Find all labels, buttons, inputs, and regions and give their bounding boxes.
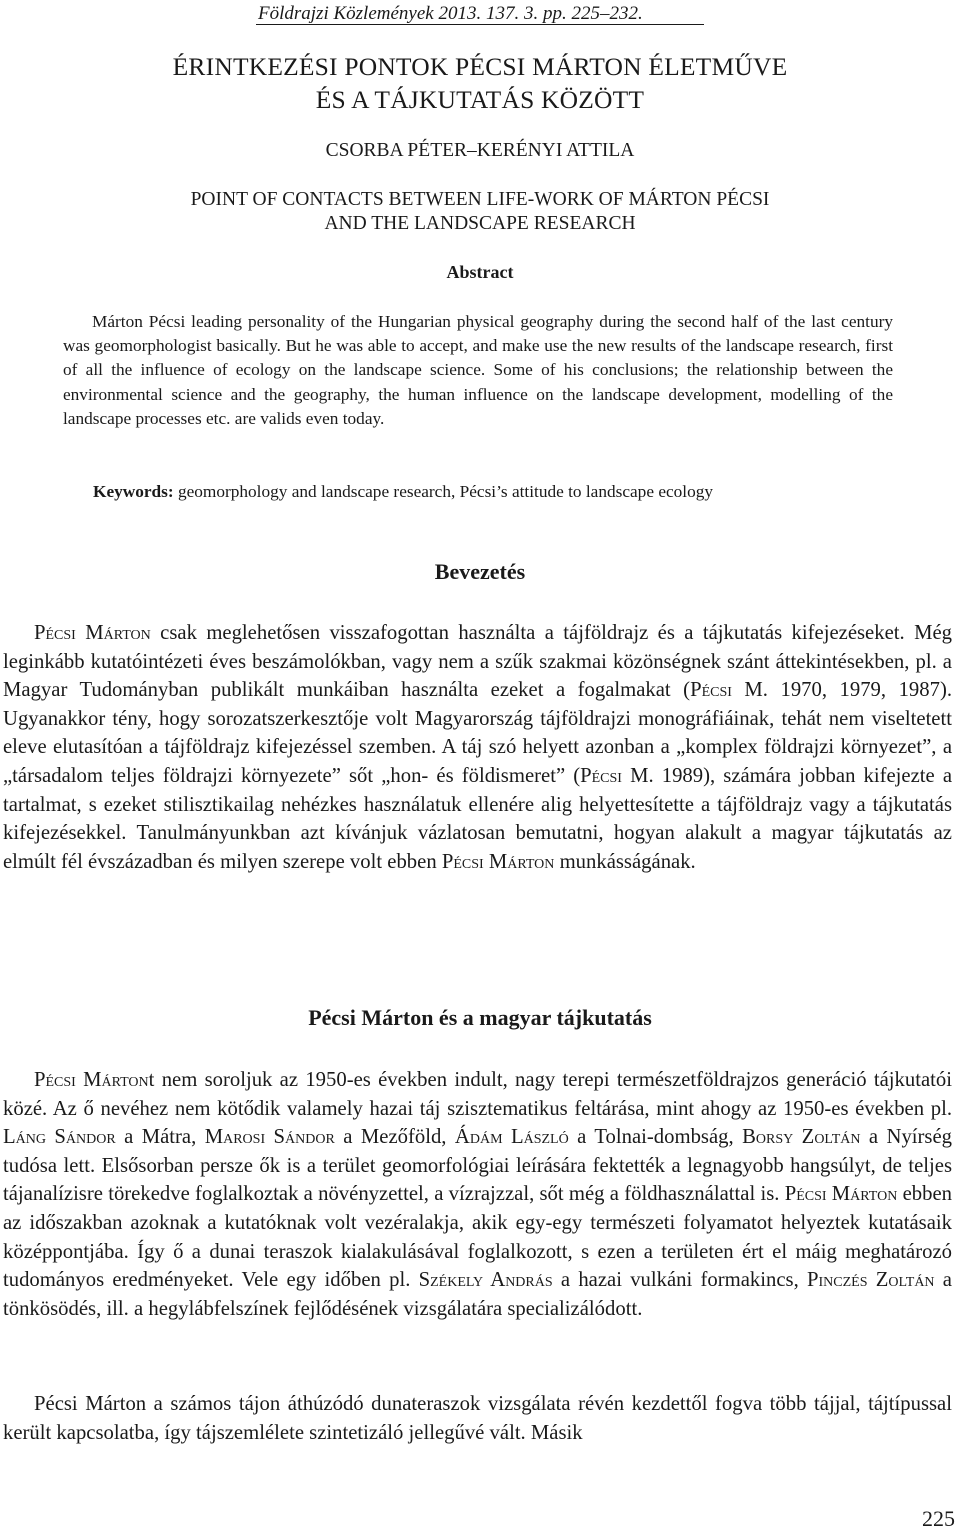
english-title-line-2: AND THE LANDSCAPE RESEARCH (324, 213, 636, 234)
header-rule (256, 24, 704, 25)
section2-paragraph-1 (3, 1066, 952, 1323)
person-name: Ádám László (454, 1126, 569, 1149)
paragraph-text: a tönkösödés, ill. a hegylábfelszínek fejlődésének vizsgálatára specializálódott. (3, 1269, 952, 1320)
keywords (93, 480, 913, 504)
paragraph-text: ebben az időszakban azoknak a kutatóknak volt vezéralakja, akik egy-egy természeti folyamatot helyeztek kutatásaik középpontjába. Így ő a dunai teraszok kialakulásával foglalkozott, s ezen a területen ért el máig meghatározó tudományos eredményeket. Vele egy időben pl. (3, 1183, 952, 1292)
abstract-heading: Abstract (446, 262, 514, 282)
english-title (0, 188, 960, 236)
paragraph-text: Pécsi Márton a számos tájon áthúzódó dunateraszok vizsgálata révén kezdettől fogva több tájjal, tájtípussal került kapcsolatba, így tájszemlélete szintetizáló jellegűvé vált. Másik (3, 1393, 952, 1444)
section-heading-pecsi-marton: Pécsi Márton és a magyar tájkutatás (308, 1005, 652, 1030)
page-number: 225 (922, 1506, 955, 1531)
paragraph-text: a Mezőföld, (334, 1126, 455, 1149)
paragraph-text: a Nyírség tudósa lett. Elsősorban persze ők is a terület geomorfológiai leírására fektették a legnagyobb hangsúlyt, de teljes tájanalízisre törekedve foglalkoztak a növényzettel, a vízrajzzal, sőt még a földhasználattal is. (3, 1126, 953, 1206)
article-title (0, 50, 960, 116)
person-name: Székely András (418, 1269, 553, 1292)
authors: CSORBA PÉTER–KERÉNYI ATTILA (325, 140, 635, 161)
abstract-text (63, 310, 893, 431)
person-name: Pinczés Zoltán (807, 1269, 935, 1292)
section-heading-bevezetes: Bevezetés (434, 559, 526, 584)
paragraph-text: a hazai vulkáni formakincs, (552, 1269, 807, 1292)
paragraph-text: t nem soroljuk az 1950-es években indult, nagy terepi természetföldrajzos generáció tájkutatói közé. Az ő nevéhez nem kötődik valamely hazai táj szisztematikus feltárása, mint ahogy az 1950-es években pl. (3, 1069, 952, 1120)
paragraph-text: 1970, 1979, 1987). Ugyanakkor tény, hogy sorozatszerkesztője volt Magyarország tájföldrajzi monográfiáinak, tehát nem viseltetett eleve elutasítóan a tájföldrajz kifejezéssel szemben. A táj szó helyett azonban a „komplex földrajzi környezet”, a „társadalom teljes földrajzi környezete” sőt „hon- és földismeret” ( (3, 679, 952, 787)
person-name: Láng Sándor (3, 1126, 116, 1149)
paragraph-text: a Tolnai-dombság, (568, 1126, 743, 1149)
person-name: Marosi Sándor (204, 1126, 335, 1149)
person-name: Pécsi Márton (34, 1069, 149, 1091)
paragraph-text: munkásságának. (554, 850, 696, 873)
paragraph-text: a Mátra, (115, 1126, 205, 1149)
journal-running-head: Földrajzi Közlemények 2013. 137. 3. pp. 225–232. (258, 3, 643, 24)
citation-author: Pécsi M. (580, 764, 654, 787)
article-title-line-1: ÉRINTKEZÉSI PONTOK PÉCSI MÁRTON ÉLETMŰVE (172, 52, 788, 81)
person-name: Pécsi Márton (34, 622, 151, 644)
paragraph-text: 1989), számára jobban kifejezte a tartalmat, s ezeket stilisztikailag nehézkes használatuk ellenére alig helyettesítette a tájföldrajz vagy a tájkutatás kifejezésekkel. Tanulmányunkban azt kívánjuk vázlatosan bemutatni, hogyan alakult a magyar tájkutatás az elmúlt fél évszázadban és milyen szerepe volt ebben (3, 764, 953, 873)
section1-paragraph-1 (3, 619, 952, 876)
person-name: Pécsi Márton (784, 1183, 898, 1206)
article-title-line-2: ÉS A TÁJKUTATÁS KÖZÖTT (315, 85, 645, 114)
keywords-label: Keywords: (93, 482, 174, 501)
section2-paragraph-2 (3, 1390, 952, 1447)
person-name: Pécsi Márton (441, 850, 555, 873)
person-name: Borsy Zoltán (742, 1126, 861, 1149)
paragraph-text: csak meglehetősen visszafogottan használta a tájföldrajz és a tájkutatás kifejezéseket. Még leginkább kutatóintézeti éves beszámolókban, vagy nem a szűk szakmai közönségnek szánt áttekintésekben, pl. a Magyar Tudományban publikált munkáiban használta ezeket a fogalmakat ( (3, 622, 952, 702)
english-title-line-1: POINT OF CONTACTS BETWEEN LIFE-WORK OF MÁRTON PÉCSI (190, 189, 770, 210)
keywords-text: geomorphology and landscape research, Pécsi’s attitude to landscape ecology (173, 482, 714, 501)
citation-author: Pécsi M. (690, 679, 768, 702)
abstract-body: Márton Pécsi leading personality of the Hungarian physical geography during the second half of the last century was geomorphologist basically. But he was able to accept, and make use the new results of the landscape research, first of all the influence of ecology on the landscape science. Some of his conclusions; the relationship between the environmental science and the geography, the human influence on the landscape development, modelling of the landscape processes etc. are valids even today. (63, 312, 893, 428)
